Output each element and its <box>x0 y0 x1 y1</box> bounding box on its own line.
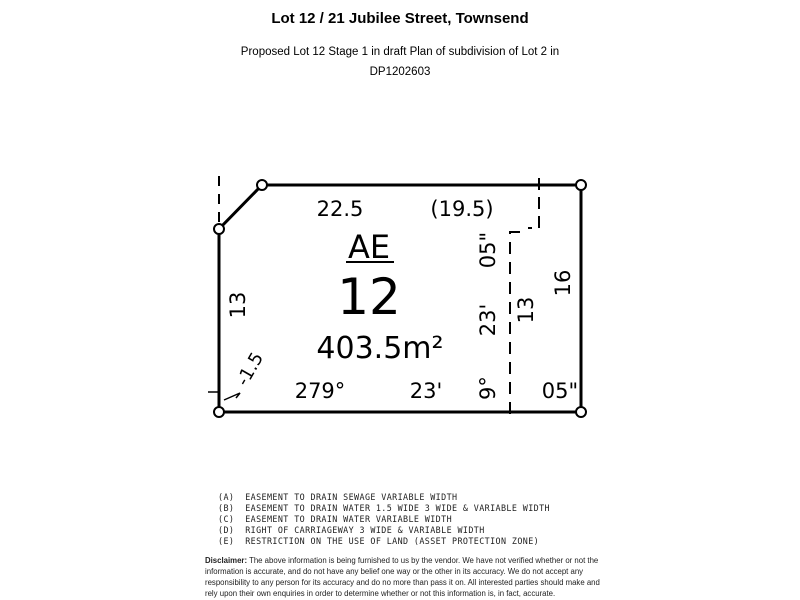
inner-length: 13 <box>514 296 538 324</box>
right-length: 16 <box>551 269 575 297</box>
corner-marker <box>576 407 586 417</box>
bearing-seconds: 05" <box>541 379 579 403</box>
bearing-v-minutes: 23' <box>476 303 500 337</box>
page-title: Lot 12 / 21 Jubilee Street, Townsend <box>271 10 529 27</box>
top-length: 22.5 <box>316 197 364 221</box>
legend-item: (D) RIGHT OF CARRIAGEWAY 3 WIDE & VARIABLE WIDTH <box>218 524 485 535</box>
bearing-degrees: 279° <box>294 379 346 403</box>
legend-item: (C) EASEMENT TO DRAIN WATER VARIABLE WIDTH <box>218 513 453 524</box>
easement-legend <box>218 492 550 547</box>
corner-marker <box>257 180 267 190</box>
legend-item: (B) EASEMENT TO DRAIN WATER 1.5 WIDE 3 WIDE & VARIABLE WIDTH <box>218 502 550 513</box>
bearing-v-seconds: 05" <box>476 231 500 269</box>
easement-line <box>510 232 520 422</box>
arrow <box>224 393 240 400</box>
corner-marker <box>576 180 586 190</box>
disclaimer-label: Disclaimer: <box>205 556 248 565</box>
bearing-v-degrees: 9° <box>476 376 500 400</box>
corner-marker <box>214 407 224 417</box>
bearing-minutes: 23' <box>409 379 443 403</box>
lot-area: 403.5m² <box>316 331 444 366</box>
subtitle-line: Proposed Lot 12 Stage 1 in draft Plan of subdivision of Lot 2 in <box>240 46 560 58</box>
subtitle-line: DP1202603 <box>369 66 431 78</box>
corner-marker <box>214 224 224 234</box>
corner-length: -1.5 <box>232 348 269 390</box>
lot-number: 12 <box>337 268 401 326</box>
disclaimer <box>205 555 600 599</box>
disclaimer-text: The above information is being furnished to us by the vendor. We have not verified whether or not the information is accurate, and do not have any belief one way or the other in its accuracy. We do not accept any responsibility to any person for its accuracy and do no more than pass it on. All interested parties should make and rely upon their own enquiries in order to determine whether or not this information is, in fact, accurate. <box>205 556 600 598</box>
legend-item: (A) EASEMENT TO DRAIN SEWAGE VARIABLE WIDTH <box>218 492 458 502</box>
top-length-alt: (19.5) <box>430 197 494 221</box>
legend-item: (E) RESTRICTION ON THE USE OF LAND (ASSET PROTECTION ZONE) <box>218 535 540 546</box>
easement-code: AE <box>347 228 391 266</box>
left-length: 13 <box>226 291 250 319</box>
